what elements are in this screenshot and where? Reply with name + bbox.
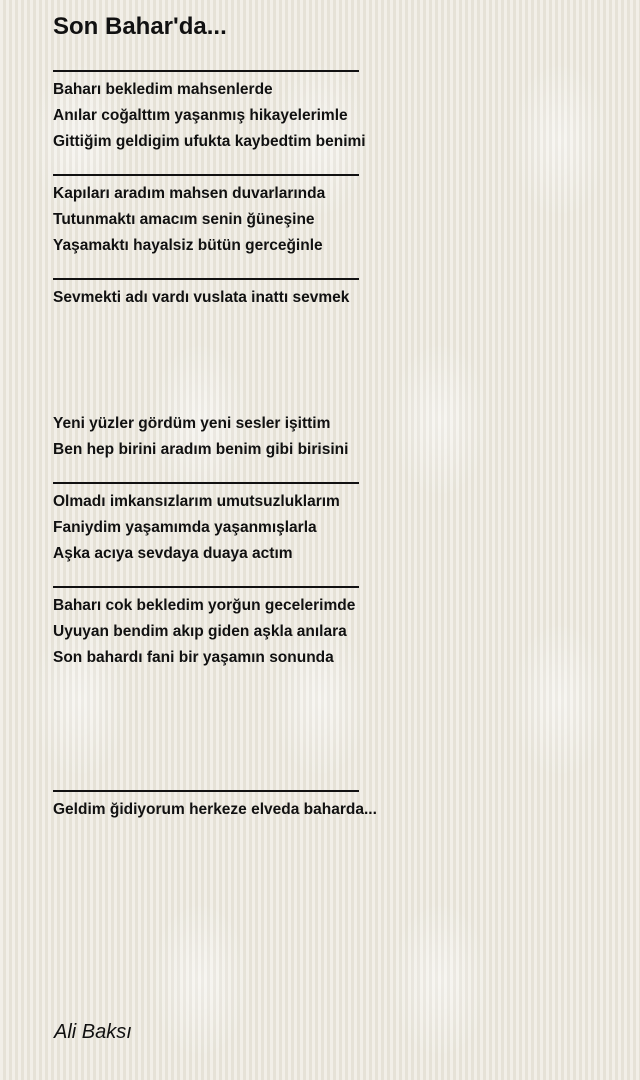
poem-line: Kapıları aradım mahsen duvarlarında xyxy=(53,185,326,202)
divider xyxy=(53,482,359,484)
divider xyxy=(53,174,359,176)
poem-line: Son bahardı fani bir yaşamın sonunda xyxy=(53,649,334,666)
poem-line: Sevmekti adı vardı vuslata inattı sevmek xyxy=(53,289,350,306)
poem-line: Olmadı imkansızlarım umutsuzluklarım xyxy=(53,493,340,510)
divider xyxy=(53,278,359,280)
poem-line: Yeni yüzler gördüm yeni sesler işittim xyxy=(53,415,331,432)
poem-title: Son Bahar'da... xyxy=(53,13,227,40)
poem-line: Gittiğim geldigim ufukta kaybedtim benimi xyxy=(53,133,366,150)
divider xyxy=(53,790,359,792)
poem-line: Aşka acıya sevdaya duaya actım xyxy=(53,545,293,562)
poem-line: Yaşamaktı hayalsiz bütün gerceğinle xyxy=(53,237,323,254)
poem-line: Baharı cok bekledim yorğun gecelerimde xyxy=(53,597,356,614)
poem-line: Baharı bekledim mahsenlerde xyxy=(53,81,273,98)
poem-author: Ali Baksı xyxy=(54,1021,132,1043)
poem-line: Uyuyan bendim akıp giden aşkla anılara xyxy=(53,623,347,640)
poem-line: Ben hep birini aradım benim gibi birisini xyxy=(53,441,349,458)
divider xyxy=(53,586,359,588)
poem-line: Anılar coğalttım yaşanmış hikayelerimle xyxy=(53,107,348,124)
poem-line: Geldim ğidiyorum herkeze elveda baharda... xyxy=(53,801,377,818)
poem-line: Tutunmaktı amacım senin ğüneşine xyxy=(53,211,315,228)
poem-line: Faniydim yaşamımda yaşanmışlarla xyxy=(53,519,317,536)
divider xyxy=(53,70,359,72)
